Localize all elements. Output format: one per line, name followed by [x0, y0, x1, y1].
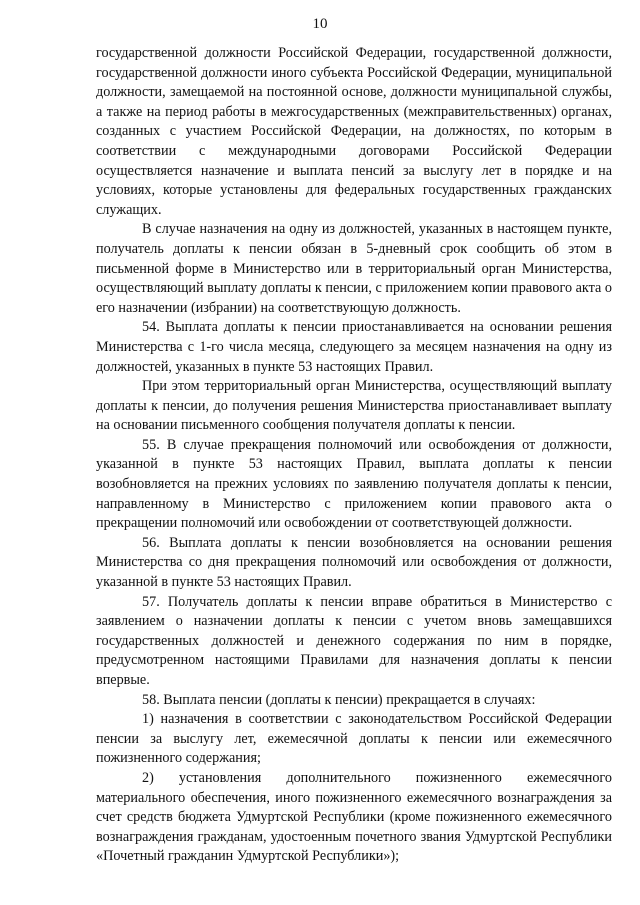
- paragraph-54-territorial: При этом территориальный орган Министерства, осуществляющий выплату доплаты к пенсии, до получения решения Министерства приостанавливает выплату на основании письменного сообщения получателя доплаты к пенсии.: [96, 378, 612, 434]
- paragraph-58-item-2: 2) установления дополнительного пожизненного ежемесячного материального обеспечения, иного пожизненного ежемесячного вознаграждения за счет средств бюджета Удмуртской Республики (кроме пожизненного ежемесячного вознаграждения гражданам, удостоенным почетного звания Удмуртской Республики «Почетный гражданин Удмуртской Республики»);: [96, 769, 612, 865]
- paragraph-notification: В случае назначения на одну из должностей, указанных в настоящем пункте, получатель доплаты к пенсии обязан в 5-дневный срок сообщить об этом в письменной форме в Министерство или в территориальный орган Министерства, осуществляющий выплату доплаты к пенсии, с приложением копии правового акта о его назначении (избрании) на соответствующую должность.: [96, 221, 612, 316]
- paragraph-continuation: государственной должности Российской Федерации, государственной должности, государственной должности иного субъекта Российской Федерации, муниципальной должности, замещаемой на постоянной основе, должности муниципальной службы, а также на период работы в межгосударственных (межправительственных) органах, созданных с участием Российской Федерации, на должностях, по которым в соответствии с международными договорами Российской Федерации осуществляется назначение и выплата пенсий за выслугу лет в порядке и на условиях, которые установлены для федеральных государственных гражданских служащих.: [96, 45, 612, 218]
- paragraph-58-item-1: 1) назначения в соответствии с законодательством Российской Федерации пенсии за выслугу лет, ежемесячной доплаты к пенсии или ежемесячного пожизненного содержания;: [96, 711, 612, 767]
- paragraph-57: 57. Получатель доплаты к пенсии вправе обратиться в Министерство с заявлением о назначении доплаты к пенсии с учетом вновь замещавшихся государственных должностей и денежного содержания по ним в порядке, предусмотренном настоящими Правилами для назначения доплаты к пенсии впервые.: [96, 593, 612, 688]
- paragraph-58: 58. Выплата пенсии (доплаты к пенсии) прекращается в случаях:: [142, 691, 536, 708]
- paragraph-55: 55. В случае прекращения полномочий или освобождения от должности, указанной в пункте 53 настоящих Правил, выплата доплаты к пенсии возобновляется на прежних условиях по заявлению получателя доплаты к пенсии, направленному в Министерство с приложением копии правового акта о прекращении полномочий или освобождении от соответствующей должности.: [96, 436, 612, 532]
- paragraph-54: 54. Выплата доплаты к пенсии приостанавливается на основании решения Министерства с 1-го числа месяца, следующего за месяцем назначения на одну из должностей, указанных в пункте 53 настоящих Правил.: [96, 319, 612, 375]
- paragraph-56: 56. Выплата доплаты к пенсии возобновляется на основании решения Министерства со дня прекращения полномочий или освобождения от должности, указанной в пункте 53 настоящих Правил.: [96, 534, 612, 591]
- page-number: 10: [312, 16, 328, 32]
- document-body: [96, 44, 612, 867]
